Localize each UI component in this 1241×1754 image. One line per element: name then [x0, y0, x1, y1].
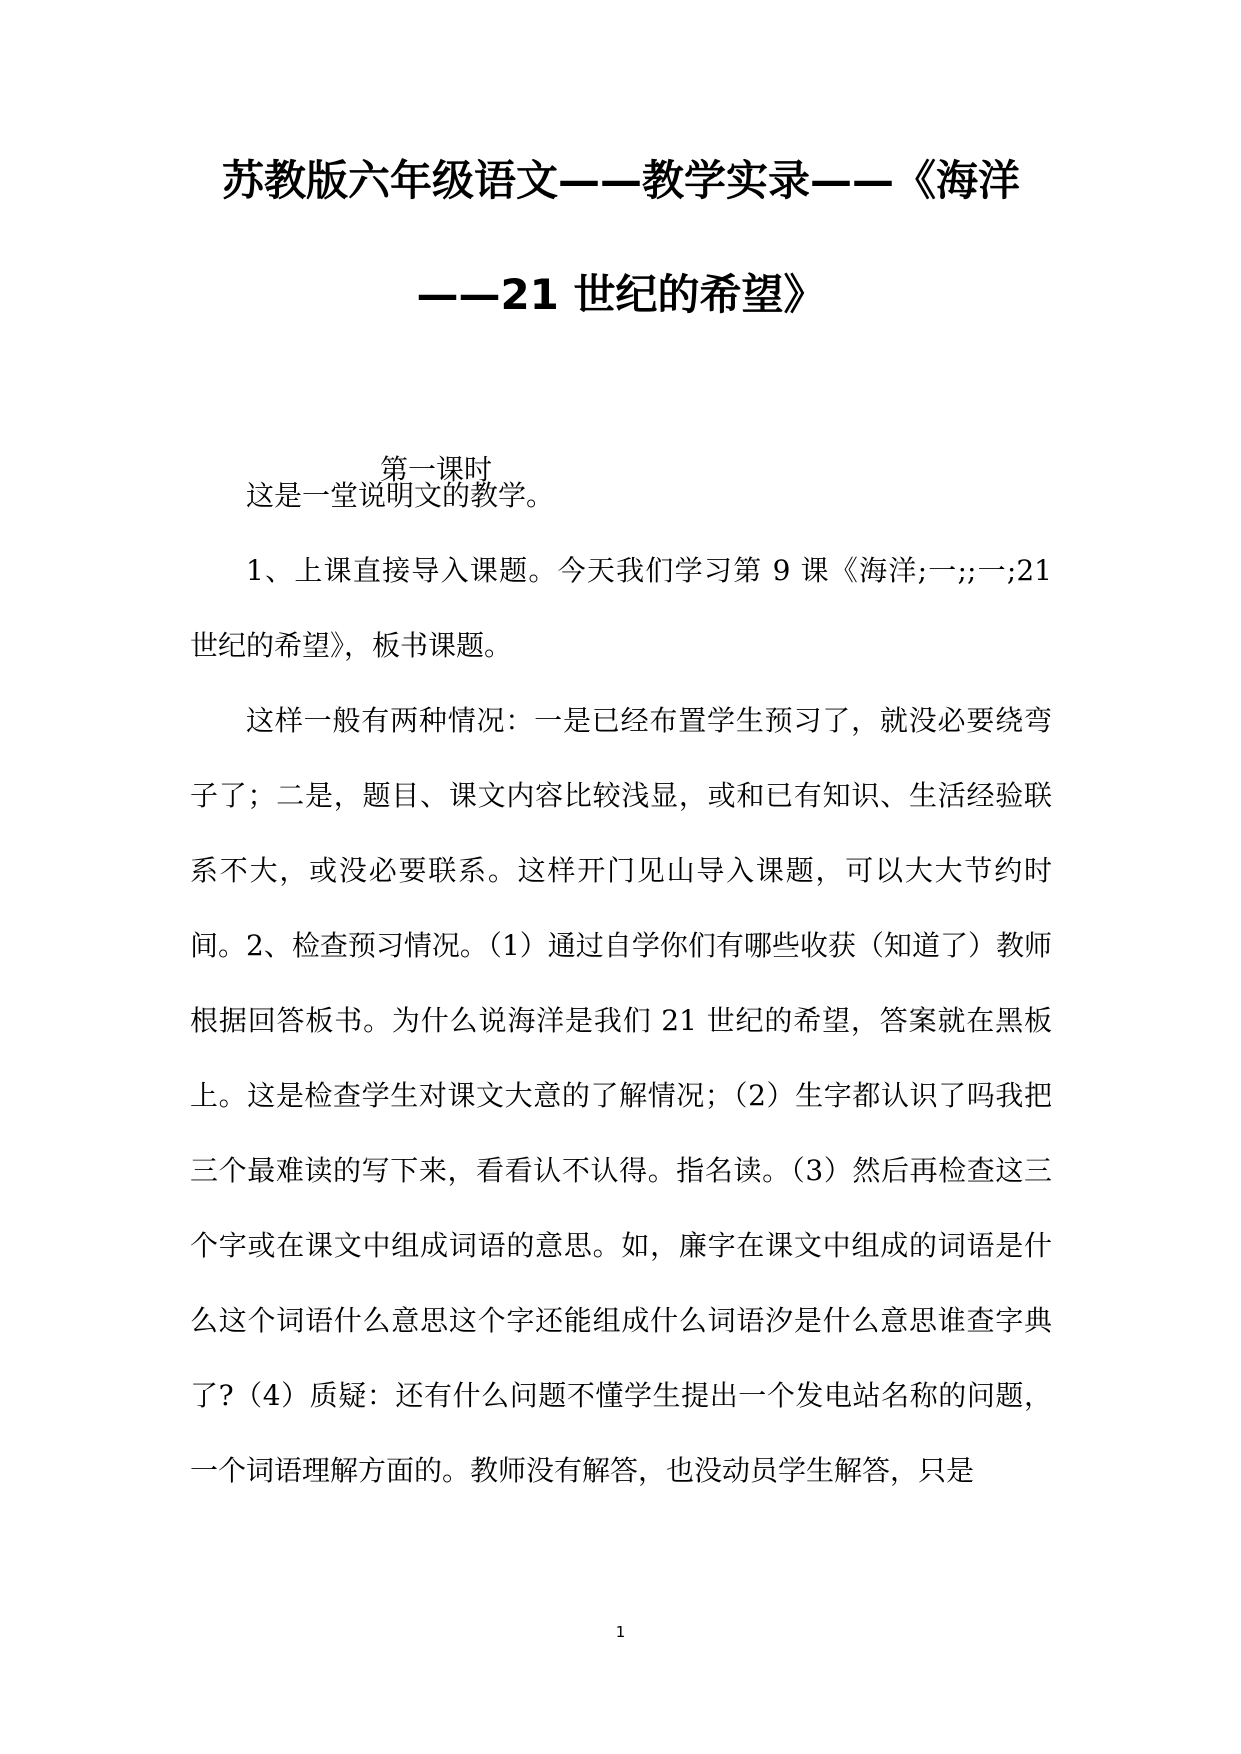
- paragraph-intro: 这是一堂说明文的教学。: [246, 479, 555, 512]
- paragraph-step-1: 1、上课直接导入课题。今天我们学习第 9 课《海洋;一;;一;21 世纪的希望》，板书课题。: [190, 554, 1052, 662]
- document-title-line-1: 苏教版六年级语文——教学实录——《海洋: [221, 156, 1020, 205]
- paragraph-step-2: 2、检查预习情况。（1）通过自学你们有哪些收获（知道了）教师根据回答板书。为什么说海洋是我们 21 世纪的希望，答案就在黑板上。这是检查学生对课文大意的了解情况；（2）生字都认识了吗我把三个最难读的写下来，看看认不认得。指名读。（3）然后再检查这三个字或在课文中组成词语的意思。如，廉字在课文中组成的词语是什么这个词语什么意思这个字还能组成什么词语汐是什么意思谁查字典了?（4）质疑：还有什么问题不懂学生提出一个发电站名称的问题，一个词语理解方面的。教师没有解答，也没动员学生解答，只是: [190, 929, 1052, 1487]
- section-heading: 第一课时: [380, 453, 493, 486]
- page-number: 1: [615, 1623, 626, 1641]
- paragraph-explanation: 这样一般有两种情况：一是已经布置学生预习了，就没必要绕弯子了；二是，题目、课文内容比较浅显，或和已有知识、生活经验联系不大，或没必要联系。这样开门见山导入课题，可以大大节约时间。: [190, 704, 1052, 962]
- document-title-line-2: ——21 世纪的希望》: [416, 270, 826, 319]
